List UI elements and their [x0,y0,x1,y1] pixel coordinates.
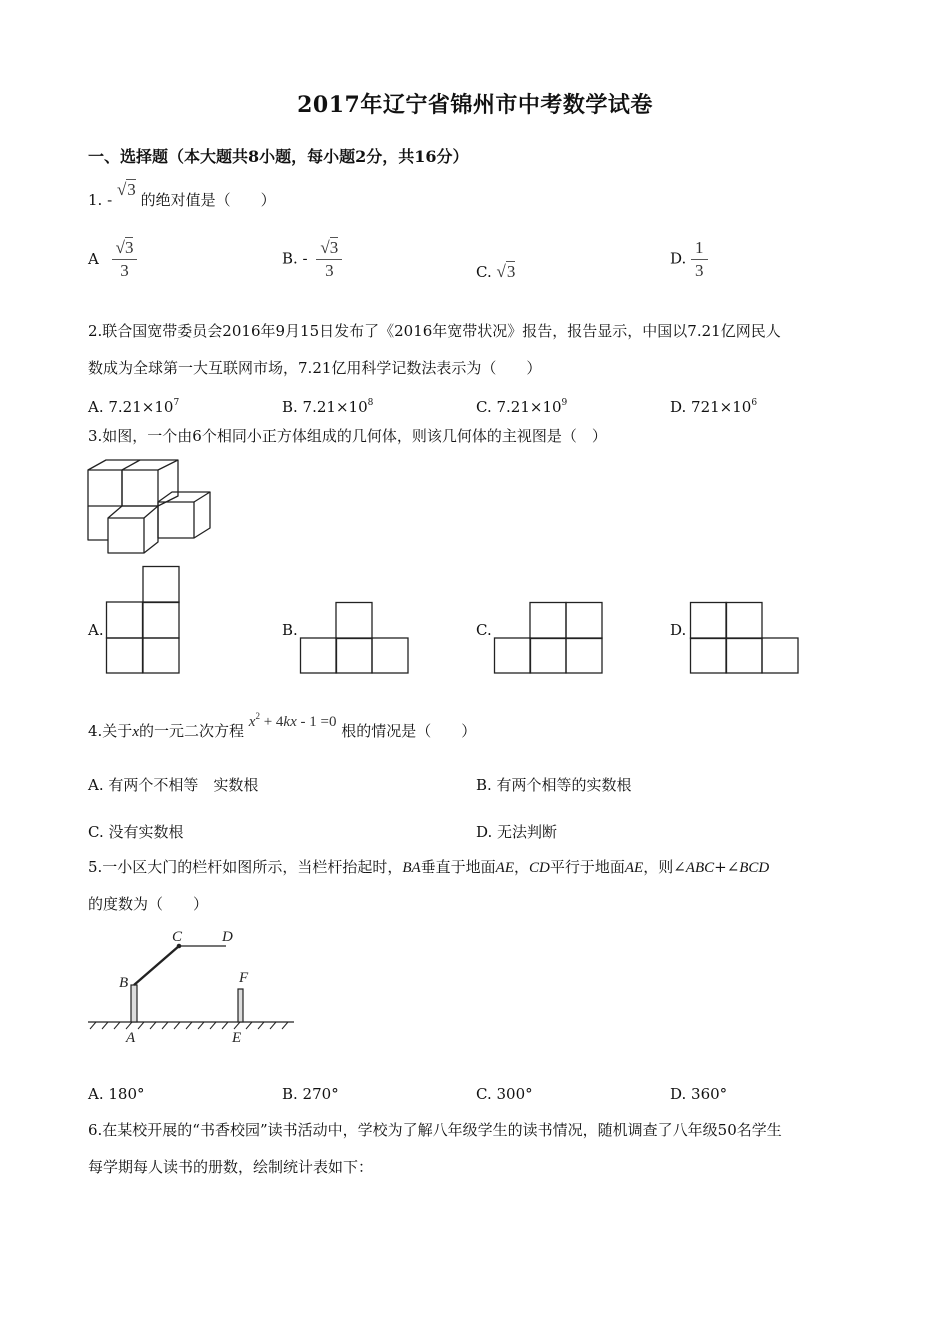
q3-text: 3.如图，一个由6个相同小正方体组成的几何体，则该几何体的主视图是（ ） [88,427,607,445]
q2-option-c[interactable] [476,393,567,417]
gate-barrier-figure [86,925,298,1047]
q4-equation [248,711,337,730]
exponent: 8 [367,398,374,408]
option-text: C. 7.21×10 [476,398,562,416]
q1-sqrt: √3 [116,180,136,199]
numerator: 3 [329,238,339,257]
exponent: 7 [173,398,180,408]
label-b: B [119,975,129,991]
eq-tail: - 1 =0 [296,714,337,730]
radicand: 3 [506,262,516,281]
q4-variable: x [132,724,139,740]
q2-option-a[interactable] [88,393,179,417]
q4-prefix: 4.关于 [88,722,133,740]
eq-kx: kx [283,714,297,730]
q1-option-a[interactable] [88,237,137,282]
q3-option-c-view [494,602,604,674]
text: 垂直于地面 [420,858,496,876]
option-label: C. [476,263,492,281]
segment-ae: AE [624,860,644,876]
option-label: A [88,249,99,268]
q3-option-d-view [690,602,800,674]
q5-option-b[interactable]: B. 270° [282,1085,339,1103]
q5-option-a[interactable]: A. 180° [88,1085,145,1103]
fraction: $\frac{√3}{3}$ [112,237,138,282]
angle-bcd: BCD [739,860,770,876]
numerator: 3 [124,238,134,257]
question-4 [88,711,477,742]
label-a: A [126,1030,136,1046]
q4-mid: 的一元二次方程 [138,722,244,740]
denominator: 3 [695,261,704,280]
exponent: 6 [751,398,758,408]
text: 平行于地面 [549,858,625,876]
exponent: 9 [561,398,568,408]
text: ，则∠ [643,858,686,876]
q2-option-d[interactable] [670,393,757,417]
q6-line-1: 6.在某校开展的“书香校园”读书活动中，学校为了解八年级学生的读书情况，随机调查了八年级50名学生 [88,1121,782,1139]
segment-ba: BA [402,860,421,876]
q3-option-b-view [300,602,410,674]
q5-line-2: 的度数为（ ） [88,895,209,913]
segment-cd: CD [529,860,550,876]
eq-exponent: 2 [255,711,260,721]
q4-suffix: 根的情况是（ ） [341,722,477,740]
q4-option-a[interactable]: A. 有两个不相等 实数根 [88,776,259,794]
q1-prefix: 1. - [88,191,113,209]
option-label: D. [670,249,687,268]
option-text: D. 721×10 [670,398,752,416]
label-f: F [239,970,249,986]
eq-x: x [248,714,256,730]
q3-option-c-label[interactable]: C. [476,621,492,639]
q2-line-2: 数成为全球第一大互联网市场，7.21亿用科学记数法表示为（ ） [88,359,542,377]
q6-line-2: 每学期每人读书的册数，绘制统计表如下： [88,1158,374,1176]
q3-option-d-label[interactable]: D. [670,621,687,639]
denominator: 3 [325,261,334,280]
option-label: B. - [282,249,308,268]
fraction [691,237,708,282]
label-e: E [232,1030,242,1046]
q4-option-d[interactable]: D. 无法判断 [476,823,558,841]
q3-option-a-label[interactable]: A. [88,621,104,639]
text: +∠ [714,858,740,876]
q2-line-1: 2.联合国宽带委员会2016年9月15日发布了《2016年宽带状况》报告，报告显示，中国以7.21亿网民人 [88,322,781,340]
question-1 [88,180,276,210]
q1-suffix: 的绝对值是（ ） [140,191,276,209]
denominator: 3 [120,261,129,280]
option-text: A. 7.21×10 [88,398,174,416]
text: 5.一小区大门的栏杆如图所示，当栏杆抬起时， [88,858,403,876]
q1-option-b[interactable] [282,237,342,282]
section-heading: 一、选择题（本大题共8小题，每小题2分，共16分） [88,147,469,166]
q5-line-1 [88,857,769,878]
q5-option-c[interactable]: C. 300° [476,1085,533,1103]
label-d: D [222,929,233,945]
fraction: $\frac{√3}{3}$ [316,237,342,282]
q1-option-c[interactable] [476,262,515,282]
q1-radicand: 3 [127,180,136,199]
cube-solid-figure [86,458,214,556]
q4-option-b[interactable]: B. 有两个相等的实数根 [476,776,632,794]
q3-option-a-view [106,566,180,674]
page-title: 2017年辽宁省锦州市中考数学试卷 [297,92,653,118]
q5-option-d[interactable]: D. 360° [670,1085,728,1103]
angle-abc: ABC [685,860,715,876]
numerator: 1 [691,237,708,260]
q3-option-b-label[interactable]: B. [282,621,298,639]
q4-option-c[interactable]: C. 没有实数根 [88,823,184,841]
segment-ae: AE [495,860,514,876]
label-c: C [172,929,183,945]
sqrt: √3 [496,262,516,281]
option-text: B. 7.21×10 [282,398,368,416]
text: ， [514,858,530,876]
q1-option-d[interactable] [670,237,708,282]
eq-term: + 4 [259,714,284,730]
q2-option-b[interactable] [282,393,373,417]
